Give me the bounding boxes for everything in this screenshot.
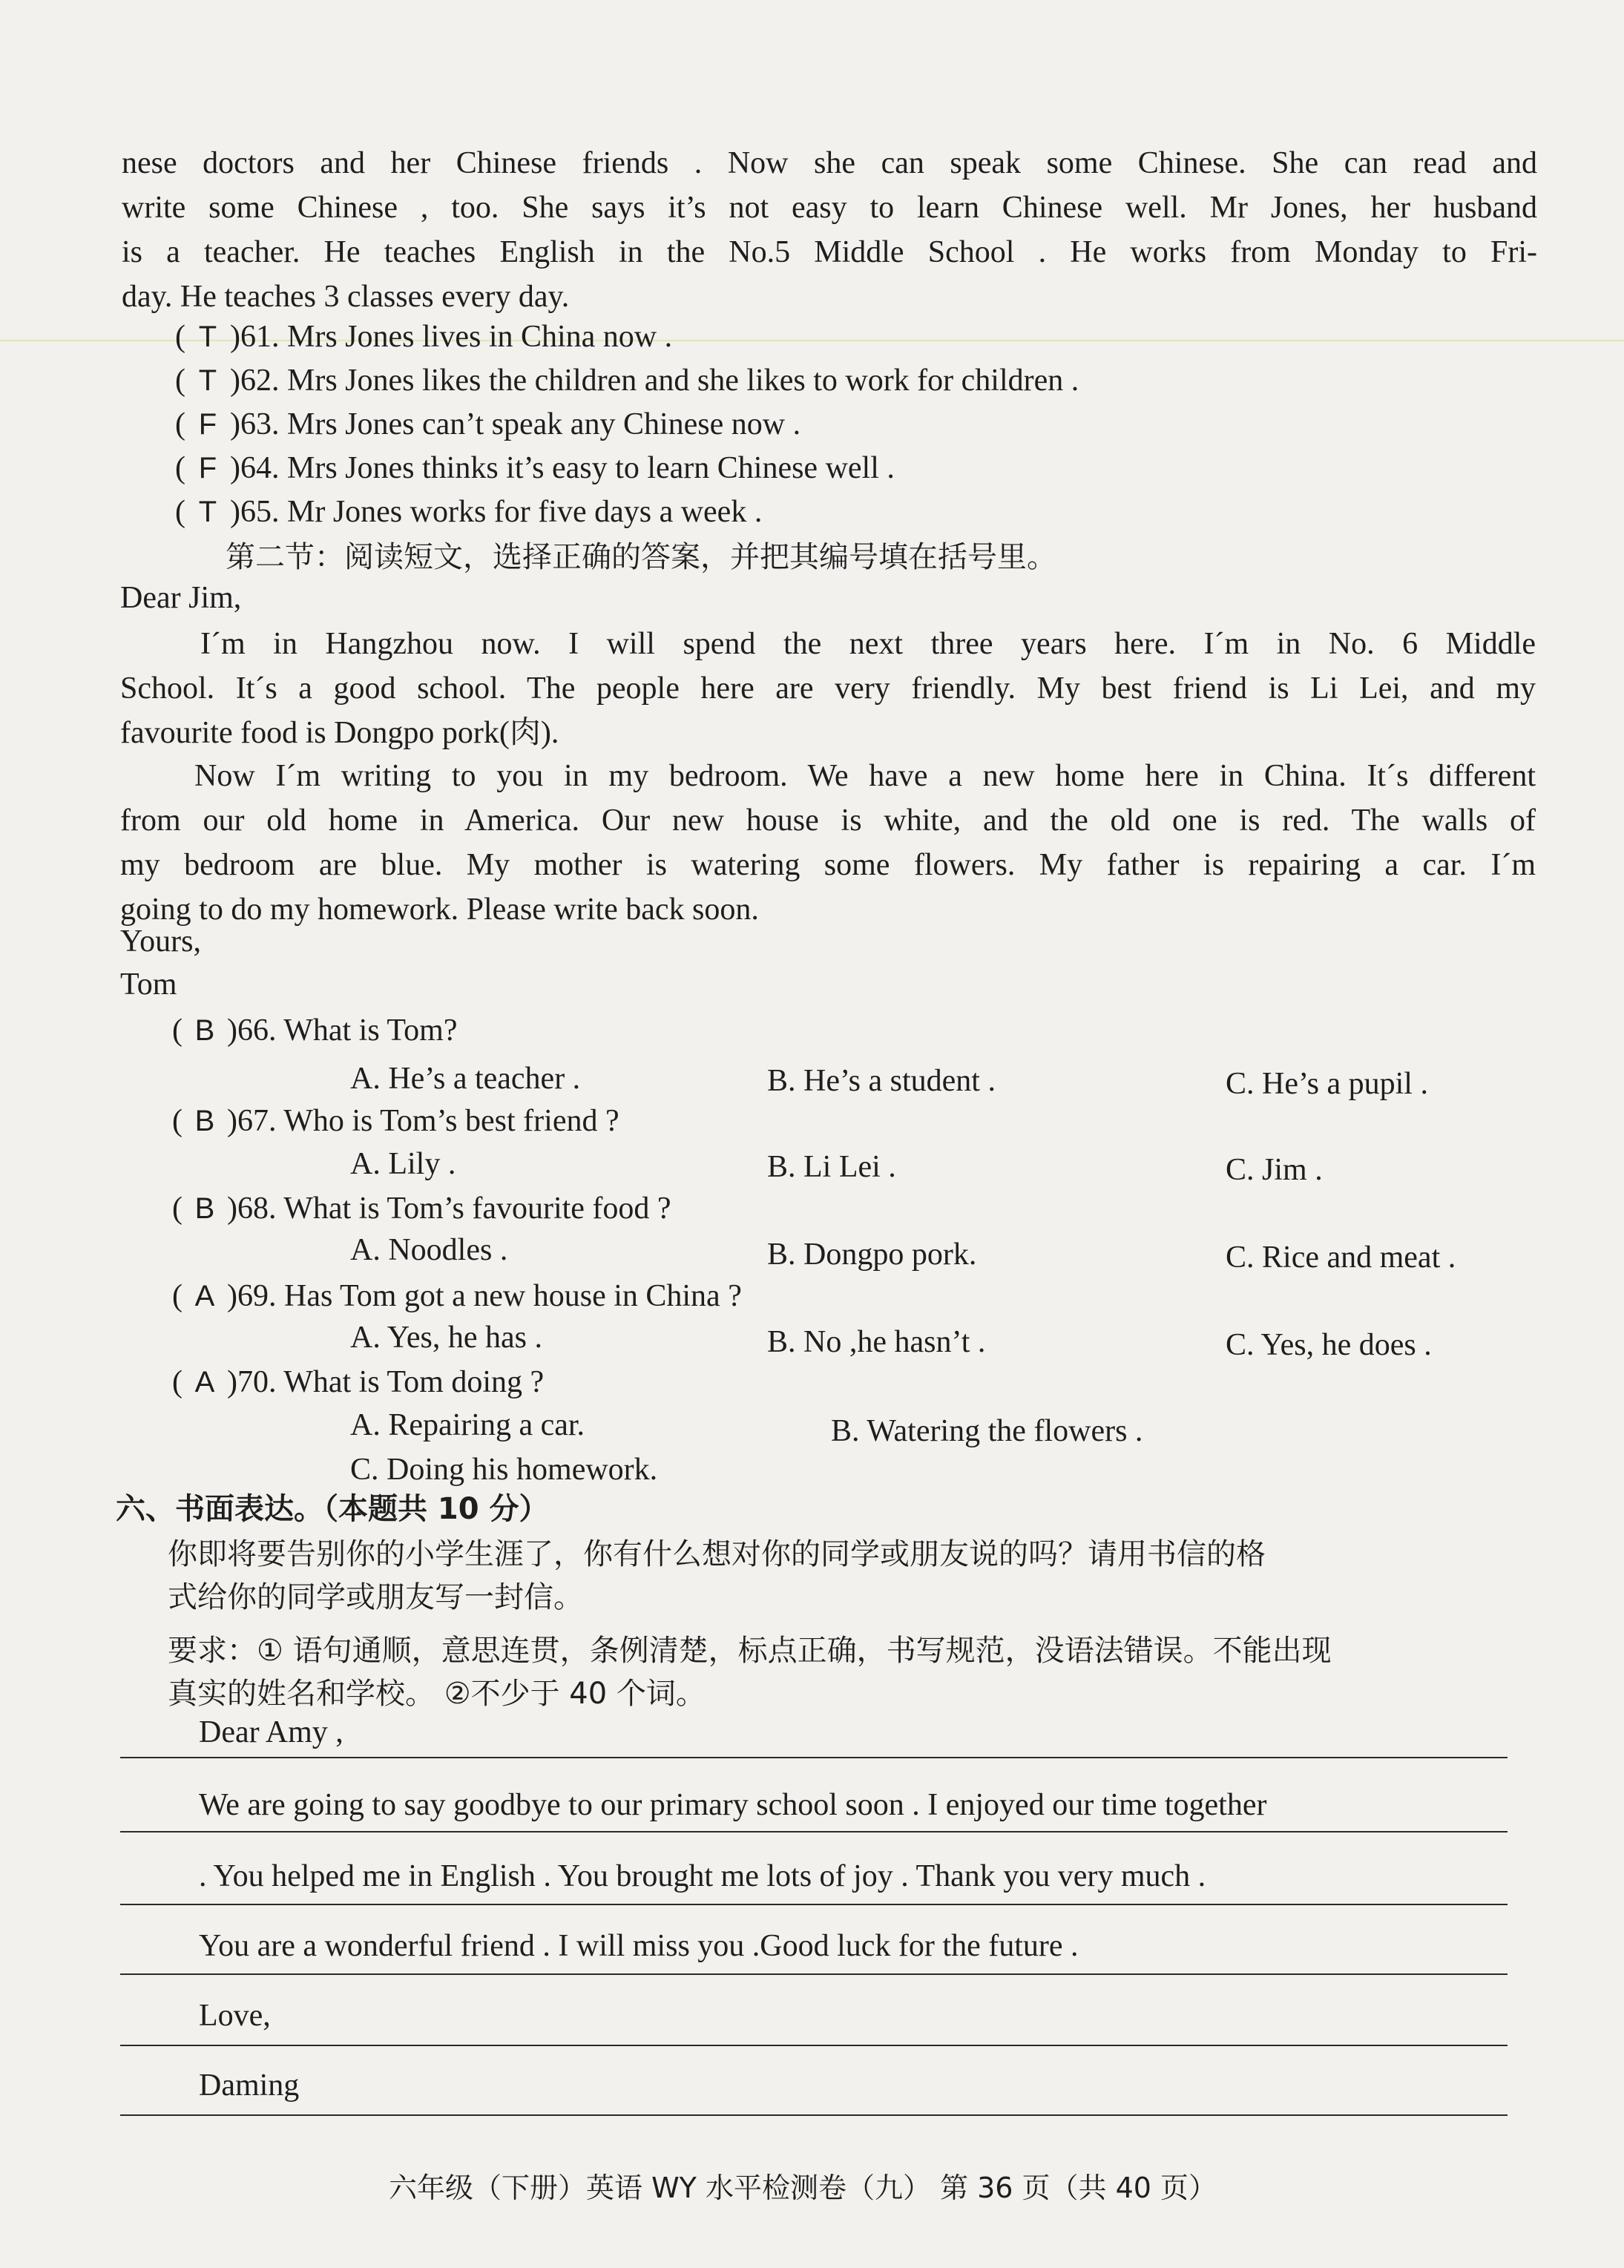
mc-question-67: ( B )67. Who is Tom’s best friend ?	[172, 1100, 619, 1143]
section6-heading: 六、书面表达。（本题共 10 分）	[116, 1492, 549, 1526]
writing-rule	[120, 2045, 1508, 2046]
tf-question-64: ( F )64. Mrs Jones thinks it’s easy to learn Chinese well .	[175, 447, 895, 490]
mc-question-69: ( A )69. Has Tom got a new house in China ?	[172, 1275, 742, 1318]
option-a: A. He’s a teacher .	[350, 1062, 581, 1096]
answer-mark: A	[194, 1280, 215, 1312]
option-c: C. Doing his homework.	[350, 1453, 658, 1487]
requirement-line: 要求：① 语句通顺，意思连贯，条例清楚，标点正确，书写规范，没语法错误。不能出现	[168, 1634, 1332, 1668]
option-c: C. Jim .	[1226, 1153, 1323, 1187]
passage-line: is a teacher. He teaches English in the No.5 Middle School . He works from Monday to Fri-	[122, 235, 1537, 269]
answer-line-text: You are a wonderful friend . I will miss you .Good luck for the future .	[199, 1929, 1079, 1963]
letter-signature: Tom	[120, 967, 177, 1002]
answer-mark: F	[198, 408, 217, 441]
option-b: B. Dongpo pork.	[767, 1237, 977, 1272]
answer-mark: B	[194, 1192, 215, 1225]
mc-question-70: ( A )70. What is Tom doing ?	[172, 1361, 544, 1404]
answer-mark: F	[198, 452, 217, 484]
letter-line: from our old home in America. Our new house is white, and the old one is red. The walls of	[120, 803, 1536, 838]
tf-question-62: ( T )62. Mrs Jones likes the children and she likes to work for children .	[175, 359, 1079, 402]
letter-paragraph-2	[120, 754, 1536, 932]
option-a: A. Repairing a car.	[350, 1408, 585, 1442]
letter-paragraph-1	[120, 622, 1536, 755]
passage-line: write some Chinese , too. She says it’s not easy to learn Chinese well. Mr Jones, her husband	[122, 191, 1537, 225]
writing-rule	[120, 1904, 1508, 1905]
tf-question-63: ( F )63. Mrs Jones can’t speak any Chinese now .	[175, 403, 801, 446]
writing-rule	[120, 1757, 1508, 1758]
tf-question-65: ( T )65. Mr Jones works for five days a week .	[175, 490, 762, 533]
answer-mark: B	[194, 1105, 215, 1137]
letter-line: favourite food is Dongpo pork(肉).	[120, 716, 559, 750]
answer-mark: T	[198, 321, 217, 353]
mc-question-66: ( B )66. What is Tom?	[172, 1009, 457, 1052]
answer-mark: T	[198, 496, 217, 528]
answer-mark: A	[194, 1366, 215, 1398]
prompt-line: 你即将要告别你的小学生涯了，你有什么想对你的同学或朋友说的吗？请用书信的格	[168, 1537, 1266, 1571]
section2-heading: 第二节：阅读短文，选择正确的答案，并把其编号填在括号里。	[226, 540, 1056, 574]
option-b: B. No ,he hasn’t .	[767, 1325, 986, 1359]
passage-continuation	[122, 141, 1537, 319]
option-c: C. Rice and meat .	[1226, 1240, 1456, 1275]
answer-mark: B	[194, 1014, 215, 1047]
prompt-line: 式给你的同学或朋友写一封信。	[168, 1580, 583, 1614]
answer-line-text: . You helped me in English . You brought me lots of joy . Thank you very much .	[199, 1859, 1206, 1893]
letter-line: Now I´m writing to you in my bedroom. We have a new home here in China. It´s different	[194, 759, 1536, 793]
option-a: A. Noodles .	[350, 1233, 508, 1267]
option-a: A. Yes, he has .	[350, 1321, 543, 1355]
tf-question-61: ( T )61. Mrs Jones lives in China now .	[175, 315, 672, 358]
answer-line-text: Love,	[199, 1999, 271, 2033]
requirement-line: 真实的姓名和学校。 ②不少于 40 个词。	[168, 1677, 706, 1711]
option-c: C. He’s a pupil .	[1226, 1067, 1428, 1101]
writing-rule	[120, 1831, 1508, 1833]
letter-line: going to do my homework. Please write back soon.	[120, 893, 759, 927]
answer-line-text: We are going to say goodbye to our primary school soon . I enjoyed our time together	[199, 1788, 1267, 1822]
option-b: B. He’s a student .	[767, 1064, 996, 1098]
mc-question-68: ( B )68. What is Tom’s favourite food ?	[172, 1187, 671, 1230]
page-footer: 六年级（下册）英语 WY 水平检测卷（九） 第 36 页（共 40 页）	[389, 2172, 1217, 2204]
option-b: B. Watering the flowers .	[831, 1414, 1143, 1448]
option-a: A. Lily .	[350, 1147, 456, 1181]
writing-rule	[120, 2114, 1508, 2116]
answer-mark: T	[198, 364, 217, 397]
letter-greeting: Dear Jim,	[120, 581, 242, 615]
passage-line: nese doctors and her Chinese friends . Now she can speak some Chinese. She can read and	[122, 146, 1537, 180]
answer-line-text: Dear Amy ,	[199, 1715, 343, 1749]
option-b: B. Li Lei .	[767, 1150, 896, 1184]
passage-line: day. He teaches 3 classes every day.	[122, 280, 570, 314]
letter-line: School. It´s a good school. The people here are very friendly. My best friend is Li Lei, and my	[120, 671, 1536, 706]
letter-closing: Yours,	[120, 924, 201, 959]
answer-line-text: Daming	[199, 2068, 300, 2103]
letter-line: my bedroom are blue. My mother is watering some flowers. My father is repairing a car. I´m	[120, 848, 1536, 882]
letter-line: I´m in Hangzhou now. I will spend the next three years here. I´m in No. 6 Middle	[200, 627, 1536, 661]
option-c: C. Yes, he does .	[1226, 1328, 1432, 1362]
writing-rule	[120, 1973, 1508, 1975]
